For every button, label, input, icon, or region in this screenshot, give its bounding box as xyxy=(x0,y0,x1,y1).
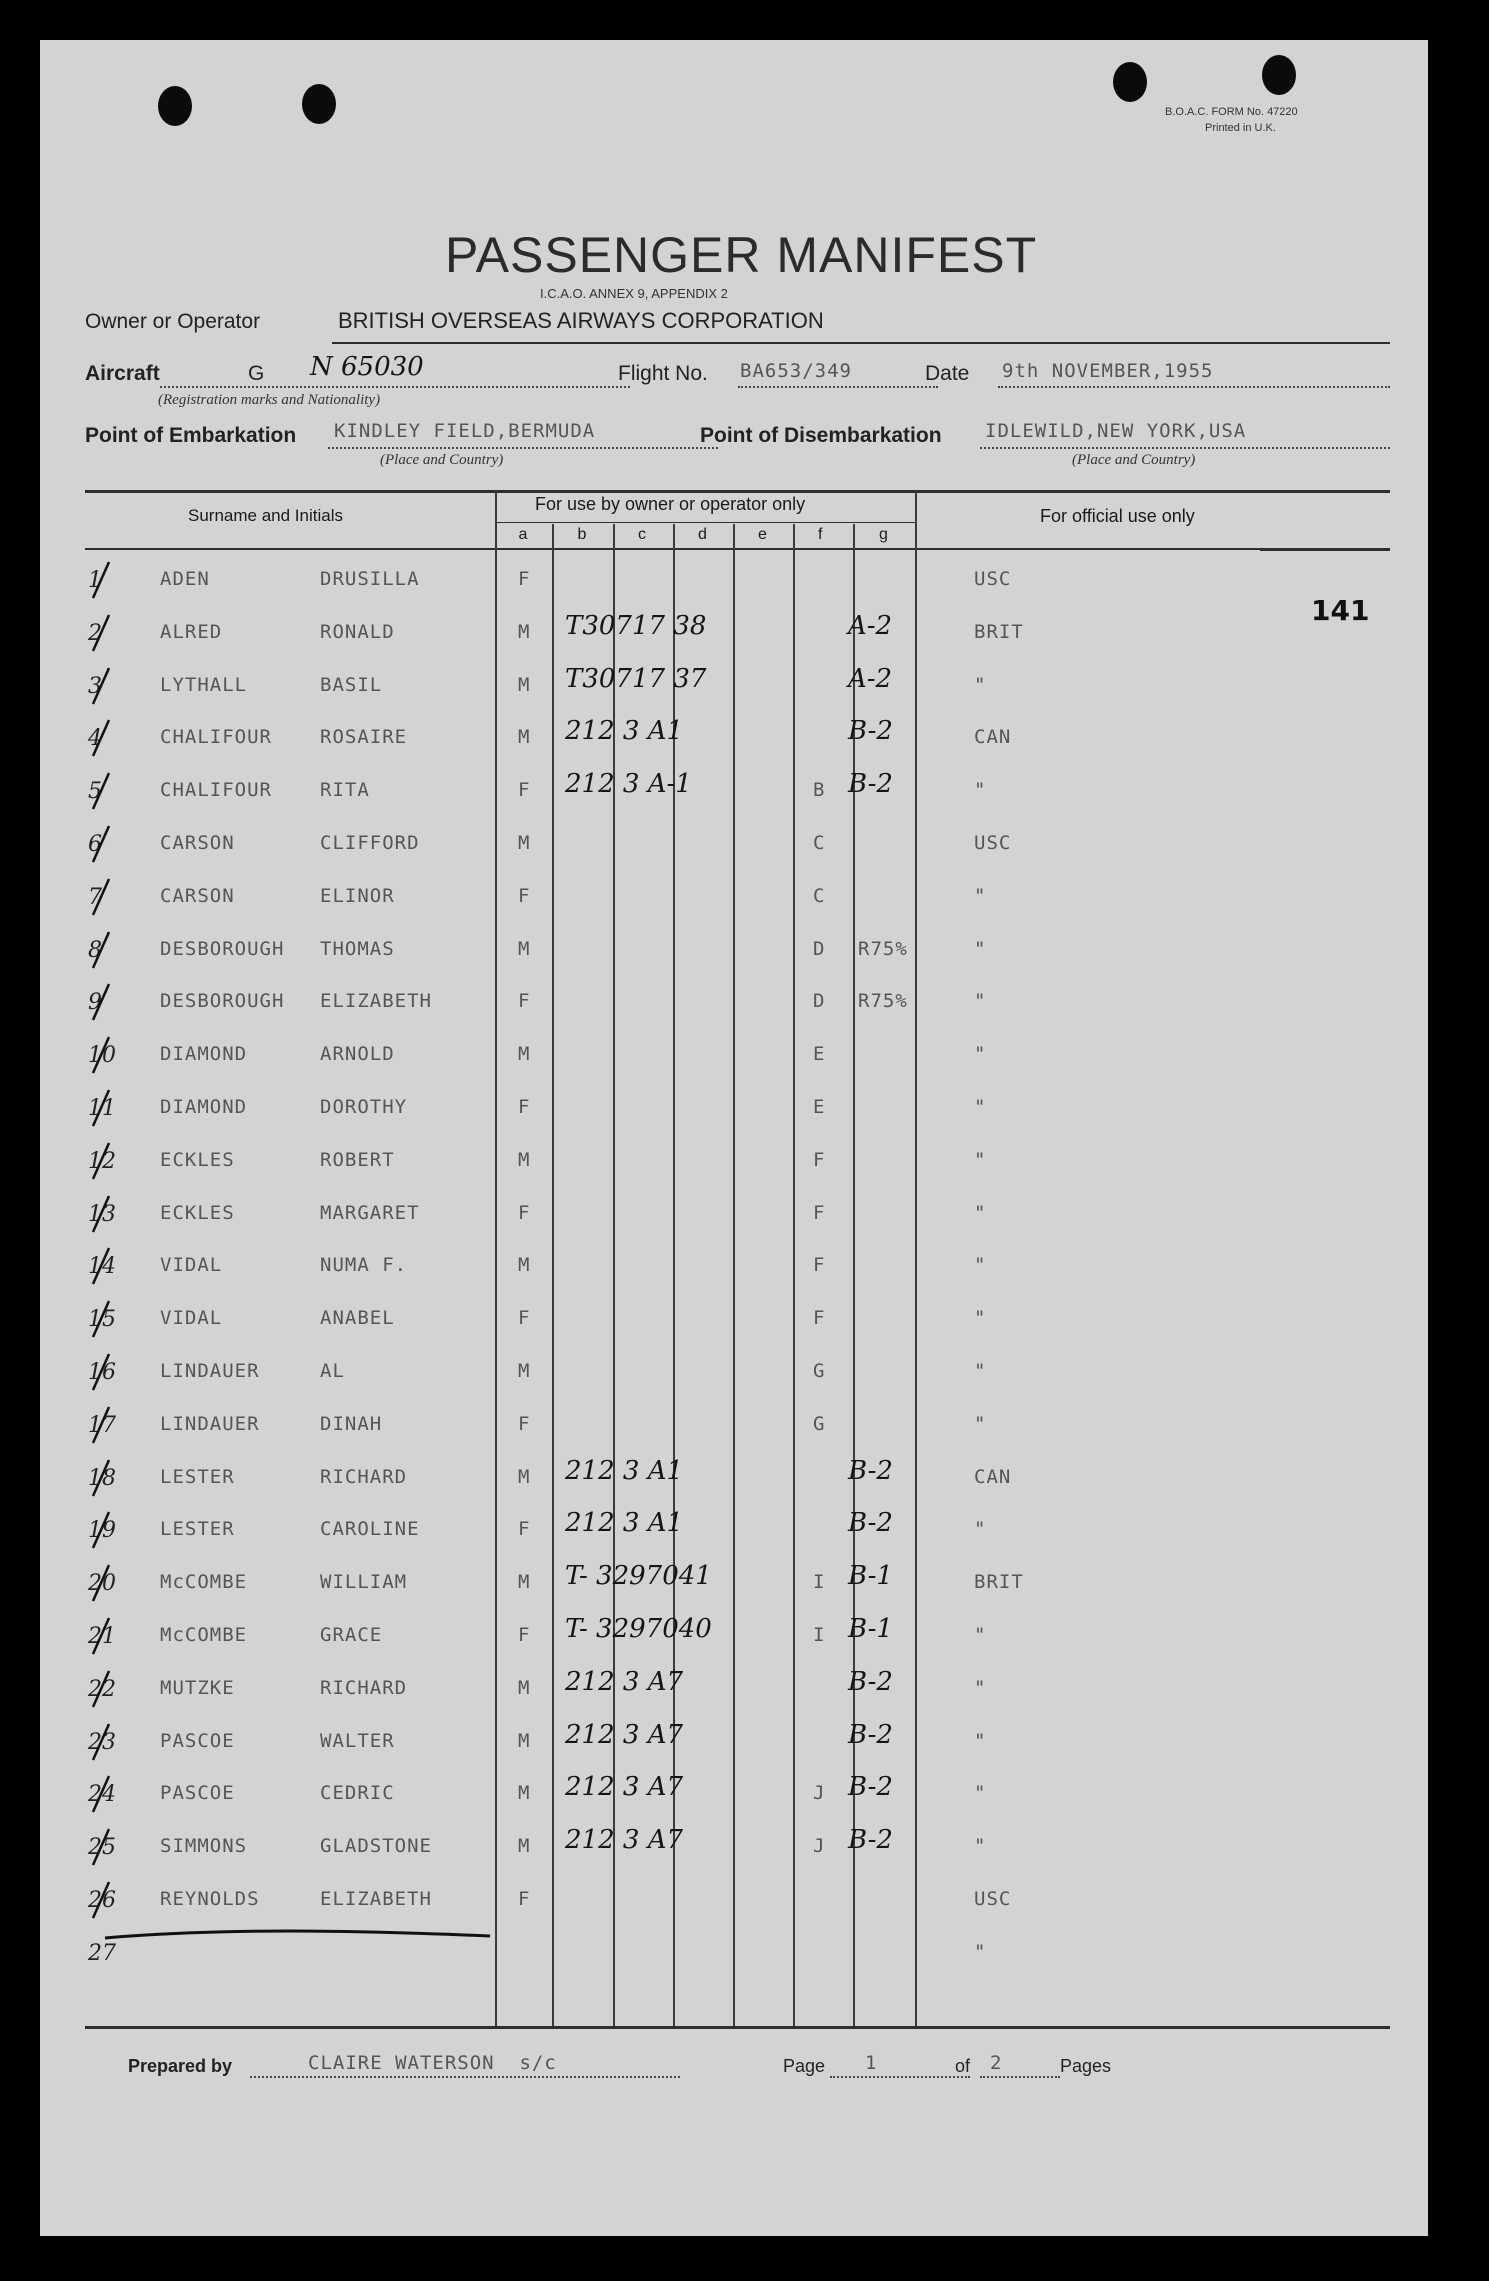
first-name: WILLIAM xyxy=(320,1571,408,1594)
first-name: ELINOR xyxy=(320,884,395,907)
surname: LINDAUER xyxy=(160,1360,260,1382)
page-label: Page xyxy=(783,2056,826,2076)
nationality: " xyxy=(974,937,987,960)
table-row xyxy=(40,932,1428,968)
surname: PASCOE xyxy=(160,1782,235,1805)
table-row xyxy=(40,1882,1428,1918)
col-g-code: R75% xyxy=(858,990,908,1013)
sex: M xyxy=(518,937,531,960)
row-27-strike xyxy=(100,1920,500,1950)
nationality: CAN xyxy=(974,1465,1012,1488)
punch-hole-right-2 xyxy=(1262,55,1296,95)
col-f-code: G xyxy=(813,1412,826,1435)
surname: PASCOE xyxy=(160,1729,235,1752)
table-row xyxy=(40,1037,1428,1073)
document-number: 212 3 A7 xyxy=(565,1825,684,1856)
document-number: 212 3 A7 xyxy=(565,1666,684,1697)
first-name: CLIFFORD xyxy=(320,832,420,854)
surname: VIDAL xyxy=(160,1307,223,1330)
col-g-code: R75% xyxy=(858,937,908,960)
header-surname: Surname and Initials xyxy=(188,506,343,525)
first-name: AL xyxy=(320,1360,345,1382)
first-name: RONALD xyxy=(320,620,395,643)
row-number: 12 xyxy=(88,1148,116,1174)
check-mark xyxy=(85,982,115,1022)
first-name: DINAH xyxy=(320,1412,383,1435)
sex: F xyxy=(518,1201,531,1224)
first-name: ARNOLD xyxy=(320,1043,395,1066)
visa-code: B-2 xyxy=(848,1455,893,1486)
date-label: Date xyxy=(925,362,970,385)
document-number: 212 3 A7 xyxy=(565,1719,684,1750)
surname: LINDAUER xyxy=(160,1412,260,1435)
document-number: T- 3297040 xyxy=(565,1614,712,1644)
aircraft-prefix: G xyxy=(248,362,265,385)
surname: CHALIFOUR xyxy=(160,779,272,802)
table-row xyxy=(40,1143,1428,1179)
subcol-header-f: f xyxy=(818,526,823,543)
surname: ALRED xyxy=(160,620,223,643)
table-top-rule xyxy=(85,490,1390,493)
visa-code: B-2 xyxy=(848,1666,893,1697)
document-number: 212 3 A1 xyxy=(565,1508,684,1539)
check-mark xyxy=(85,613,115,653)
row-number: 26 xyxy=(88,1888,116,1913)
surname: McCOMBE xyxy=(160,1624,248,1646)
first-name: RICHARD xyxy=(320,1465,408,1488)
table-row xyxy=(40,1614,1428,1654)
nationality: " xyxy=(974,1201,987,1224)
first-name: DOROTHY xyxy=(320,1096,408,1118)
surname: LYTHALL xyxy=(160,673,248,696)
surname: CHALIFOUR xyxy=(160,726,272,749)
row-number: 6 xyxy=(88,832,102,857)
table-row xyxy=(40,1407,1428,1443)
page-value: 1 xyxy=(865,2052,878,2074)
first-name: ELIZABETH xyxy=(320,990,432,1013)
col-f-code: I xyxy=(813,1571,826,1594)
check-mark xyxy=(85,1035,115,1075)
visa-code: B-2 xyxy=(848,1772,893,1803)
row-number: 24 xyxy=(88,1782,116,1808)
col-f-code: B xyxy=(813,779,826,802)
sex: M xyxy=(518,1676,531,1699)
check-mark xyxy=(85,1880,115,1920)
first-name: NUMA F. xyxy=(320,1254,408,1277)
surname: DIAMOND xyxy=(160,1096,248,1118)
check-mark xyxy=(85,1405,115,1445)
col-f-code: C xyxy=(813,884,826,907)
sex: M xyxy=(518,1729,531,1752)
manifest-subtitle: I.C.A.O. ANNEX 9, APPENDIX 2 xyxy=(540,286,728,301)
visa-code: A-2 xyxy=(848,610,893,641)
document-number: 212 3 A7 xyxy=(565,1772,684,1803)
check-mark xyxy=(85,1722,115,1762)
nationality: " xyxy=(974,990,987,1013)
table-bottom-rule xyxy=(85,2026,1390,2029)
header-official-use: For official use only xyxy=(1040,506,1195,526)
check-mark xyxy=(85,877,115,917)
visa-code: B-2 xyxy=(848,1508,893,1539)
col-f-code: F xyxy=(813,1307,826,1330)
sex: F xyxy=(518,1624,531,1646)
surname: DESBOROUGH xyxy=(160,990,285,1013)
row-number: 21 xyxy=(88,1624,116,1649)
check-mark xyxy=(85,1299,115,1339)
visa-code: B-1 xyxy=(848,1561,893,1592)
col-f-code: G xyxy=(813,1360,826,1382)
nationality: BRIT xyxy=(974,620,1024,643)
prepared-value: CLAIRE WATERSON s/c xyxy=(308,2052,557,2074)
row-number: 1 xyxy=(88,568,102,593)
nationality: USC xyxy=(974,568,1012,590)
nationality: CAN xyxy=(974,726,1012,749)
table-row xyxy=(40,1772,1428,1812)
first-name: CEDRIC xyxy=(320,1782,395,1805)
document-number: T30717 37 xyxy=(565,663,707,694)
check-mark xyxy=(85,1458,115,1498)
table-row xyxy=(40,1090,1428,1126)
col-f-code: F xyxy=(813,1201,826,1224)
visa-code: B-2 xyxy=(848,769,893,800)
nationality: USC xyxy=(974,1888,1012,1910)
prepared-label: Prepared by xyxy=(128,2056,233,2076)
sex: F xyxy=(518,1518,531,1541)
first-name: GRACE xyxy=(320,1624,383,1646)
surname: McCOMBE xyxy=(160,1571,248,1594)
nationality: BRIT xyxy=(974,1571,1024,1594)
pages-label: Pages xyxy=(1060,2056,1112,2076)
sex: M xyxy=(518,1465,531,1488)
document-number: 212 3 A1 xyxy=(565,1455,684,1486)
nationality: " xyxy=(974,884,987,907)
row-number: 14 xyxy=(88,1254,116,1280)
check-mark xyxy=(85,560,115,600)
visa-code: B-2 xyxy=(848,1825,893,1856)
row-number: 19 xyxy=(88,1518,116,1544)
check-mark xyxy=(85,666,115,706)
document-number: T30717 38 xyxy=(565,610,707,641)
check-mark xyxy=(85,824,115,864)
nationality: " xyxy=(974,1412,987,1435)
nationality: " xyxy=(974,1835,987,1858)
check-mark xyxy=(85,1352,115,1392)
owner-value: BRITISH OVERSEAS AIRWAYS CORPORATION xyxy=(338,308,824,333)
check-mark xyxy=(85,1669,115,1709)
nationality: " xyxy=(974,673,987,696)
form-code: B.O.A.C. FORM No. 47220 xyxy=(1165,106,1298,118)
row-number: 13 xyxy=(88,1201,116,1227)
check-mark xyxy=(85,771,115,811)
table-row xyxy=(40,1666,1428,1707)
row-number: 16 xyxy=(88,1360,116,1385)
subcol-header-b: b xyxy=(577,526,587,543)
sex: M xyxy=(518,1835,531,1858)
nationality: " xyxy=(974,1148,987,1171)
page-stamp: 141 xyxy=(1311,594,1370,627)
sex: F xyxy=(518,568,531,590)
sex: F xyxy=(518,884,531,907)
surname: CARSON xyxy=(160,884,235,907)
first-name: ELIZABETH xyxy=(320,1888,432,1910)
surname: VIDAL xyxy=(160,1254,223,1277)
sex: F xyxy=(518,779,531,802)
subcol-header-c: c xyxy=(638,526,646,543)
check-mark xyxy=(85,1774,115,1814)
embark-value: KINDLEY FIELD,BERMUDA xyxy=(334,420,596,442)
disembark-value: IDLEWILD,NEW YORK,USA xyxy=(985,420,1247,442)
flight-number: BA653/349 xyxy=(740,360,852,382)
embark-label: Point of Embarkation xyxy=(85,424,297,447)
punch-hole-left-2 xyxy=(302,84,336,124)
col-f-code: F xyxy=(813,1148,826,1171)
document-number: 212 3 A-1 xyxy=(565,769,692,800)
nationality: " xyxy=(974,1782,987,1805)
aircraft-registration: N 65030 xyxy=(310,352,424,382)
table-row xyxy=(40,879,1428,915)
nationality: " xyxy=(974,1307,987,1330)
check-mark xyxy=(85,1510,115,1550)
visa-code: B-2 xyxy=(848,1719,893,1750)
table-row xyxy=(40,1248,1428,1284)
first-name: WALTER xyxy=(320,1729,395,1752)
row-number: 11 xyxy=(88,1096,116,1121)
check-mark xyxy=(85,1616,115,1656)
header-bottom-rule xyxy=(85,548,1390,550)
sex: M xyxy=(518,726,531,749)
row-number: 18 xyxy=(88,1465,116,1491)
table-row xyxy=(40,769,1428,809)
sex: M xyxy=(518,832,531,854)
first-name: DRUSILLA xyxy=(320,568,420,590)
col-f-code: I xyxy=(813,1624,826,1646)
embark-note: (Place and Country) xyxy=(380,452,504,468)
first-name: CAROLINE xyxy=(320,1518,420,1541)
surname: MUTZKE xyxy=(160,1676,235,1699)
surname: SIMMONS xyxy=(160,1835,248,1858)
check-mark xyxy=(85,930,115,970)
sex: M xyxy=(518,1571,531,1594)
row-number: 17 xyxy=(88,1412,116,1438)
row-number: 3 xyxy=(88,673,102,699)
surname: REYNOLDS xyxy=(160,1888,260,1910)
nationality: " xyxy=(974,1676,987,1699)
table-row xyxy=(40,1354,1428,1390)
first-name: RICHARD xyxy=(320,1676,408,1699)
nationality: USC xyxy=(974,832,1012,854)
surname: DESBOROUGH xyxy=(160,937,285,960)
first-name: THOMAS xyxy=(320,937,395,960)
disembark-note: (Place and Country) xyxy=(1072,452,1196,468)
nationality: " xyxy=(974,1043,987,1066)
table-row xyxy=(40,562,1428,598)
of-value: 2 xyxy=(990,2052,1003,2074)
row-number: 15 xyxy=(88,1307,116,1333)
sex: M xyxy=(518,1148,531,1171)
col-f-code: J xyxy=(813,1835,826,1858)
table-row xyxy=(40,1561,1428,1601)
surname: LESTER xyxy=(160,1518,235,1541)
sex: F xyxy=(518,1307,531,1330)
row-number: 8 xyxy=(88,937,102,963)
surname: ADEN xyxy=(160,568,210,590)
visa-code: B-1 xyxy=(848,1614,893,1644)
check-mark xyxy=(85,1194,115,1234)
nationality: " xyxy=(974,779,987,802)
table-row xyxy=(40,1719,1428,1760)
sex: M xyxy=(518,1254,531,1277)
punch-hole-right-1 xyxy=(1113,62,1147,102)
nationality: " xyxy=(974,1624,987,1646)
subcol-header-a: a xyxy=(518,526,528,543)
manifest-title: PASSENGER MANIFEST xyxy=(445,227,1038,283)
sex: F xyxy=(518,990,531,1013)
subcol-header-g: g xyxy=(879,526,888,543)
col-f-code: D xyxy=(813,990,826,1013)
aircraft-label: Aircraft xyxy=(85,362,160,385)
table-row xyxy=(40,1301,1428,1337)
first-name: RITA xyxy=(320,779,370,802)
sex: M xyxy=(518,1782,531,1805)
first-name: GLADSTONE xyxy=(320,1835,432,1858)
first-name: BASIL xyxy=(320,673,383,696)
printed-in: Printed in U.K. xyxy=(1205,122,1276,134)
registration-note: (Registration marks and Nationality) xyxy=(158,392,381,408)
row-number: 5 xyxy=(88,779,102,805)
nationality: " xyxy=(974,1096,987,1118)
sex: M xyxy=(518,1360,531,1382)
sex: M xyxy=(518,673,531,696)
surname: DIAMOND xyxy=(160,1043,248,1066)
sex: F xyxy=(518,1412,531,1435)
check-mark xyxy=(85,1088,115,1128)
sex: M xyxy=(518,1043,531,1066)
table-row xyxy=(40,984,1428,1020)
subcol-header-e: e xyxy=(758,526,767,543)
table-row xyxy=(40,1508,1428,1548)
owner-rule xyxy=(332,342,1390,344)
table-row xyxy=(40,663,1428,704)
row-number: 25 xyxy=(88,1835,116,1861)
row-number: 23 xyxy=(88,1729,116,1755)
subcol-header-d: d xyxy=(698,526,707,543)
nationality: " xyxy=(974,1940,987,1963)
row-number: 4 xyxy=(88,726,102,752)
nationality: " xyxy=(974,1729,987,1752)
row-number: 9 xyxy=(88,990,102,1016)
row-number: 20 xyxy=(88,1571,116,1597)
row-number: 22 xyxy=(88,1676,116,1702)
col-f-code: C xyxy=(813,832,826,854)
first-name: ROBERT xyxy=(320,1148,395,1171)
document-number: 212 3 A1 xyxy=(565,716,684,747)
flight-label: Flight No. xyxy=(618,362,708,385)
of-label: of xyxy=(955,2056,971,2076)
col-f-code: D xyxy=(813,937,826,960)
row-number: 7 xyxy=(88,884,102,910)
row-number: 27 xyxy=(88,1940,116,1966)
first-name: ROSAIRE xyxy=(320,726,408,749)
col-f-code: E xyxy=(813,1096,826,1118)
check-mark xyxy=(85,1827,115,1867)
visa-code: A-2 xyxy=(848,663,893,694)
surname: ECKLES xyxy=(160,1148,235,1171)
table-row xyxy=(40,1196,1428,1232)
document-number: T- 3297041 xyxy=(565,1561,712,1592)
surname: LESTER xyxy=(160,1465,235,1488)
table-row xyxy=(40,826,1428,862)
sex: M xyxy=(518,620,531,643)
punch-hole-left-1 xyxy=(158,86,192,126)
table-row xyxy=(40,1825,1428,1865)
nationality: " xyxy=(974,1518,987,1541)
manifest-page xyxy=(40,40,1428,2236)
surname: ECKLES xyxy=(160,1201,235,1224)
date-value: 9th NOVEMBER,1955 xyxy=(1002,360,1214,382)
row-number: 2 xyxy=(88,620,102,646)
check-mark xyxy=(85,1141,115,1181)
col-f-code: F xyxy=(813,1254,826,1277)
check-mark xyxy=(85,1563,115,1603)
first-name: ANABEL xyxy=(320,1307,395,1330)
header-owner-use: For use by owner or operator only xyxy=(535,494,806,514)
visa-code: B-2 xyxy=(848,716,893,747)
sex: F xyxy=(518,1888,531,1910)
col-f-code: E xyxy=(813,1043,826,1066)
surname: CARSON xyxy=(160,832,235,854)
check-mark xyxy=(85,1246,115,1286)
check-mark xyxy=(85,718,115,758)
table-row xyxy=(40,1455,1428,1496)
owner-label: Owner or Operator xyxy=(85,310,261,333)
first-name: MARGARET xyxy=(320,1201,420,1224)
table-row xyxy=(40,716,1428,756)
row-number: 10 xyxy=(88,1043,116,1069)
col-f-code: J xyxy=(813,1782,826,1805)
nationality: " xyxy=(974,1360,987,1382)
disembark-label: Point of Disembarkation xyxy=(700,424,942,447)
sex: F xyxy=(518,1096,531,1118)
nationality: " xyxy=(974,1254,987,1277)
